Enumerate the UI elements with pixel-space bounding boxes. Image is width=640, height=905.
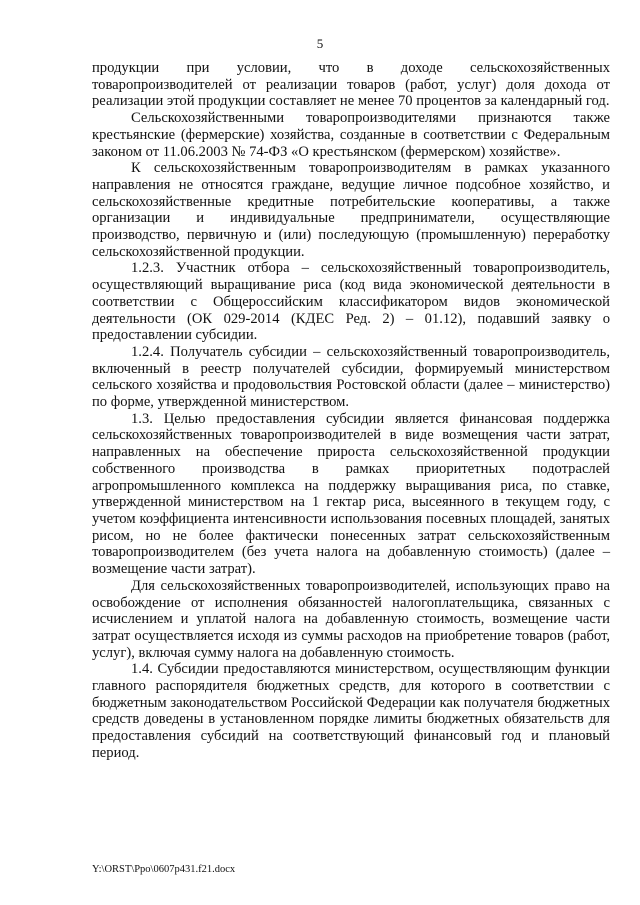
paragraph-1-2-4: 1.2.4. Получатель субсидии – сельскохозяйственный товаропроизводитель, включенный в реестр получателей субсидии, формируемый министерством сельского хозяйства и продовольствия Ростовской области (далее – министерство) по форме, утвержденной министерством. — [92, 343, 610, 411]
paragraph-1-3: 1.3. Целью предоставления субсидии является финансовая поддержка сельскохозяйственных товаропроизводителей в виде возмещения части затрат, направленных на обеспечение прироста сельскохозяйственной продукции собственного производства в рамках приоритетных подотраслей агропромышленного комплекса на поддержку выращивания риса, по ставке, утвержденной министерством на 1 гектар риса, высеянного в текущем году, с учетом коэффициента интенсивности использования посевных площадей, занятых рисом, но не более фактически понесенных затрат сельскохозяйственным товаропроизводителем (без учета налога на добавленную стоимость) (далее – возмещение части затрат). — [92, 410, 610, 578]
document-body — [92, 60, 610, 762]
paragraph-exclusions: К сельскохозяйственным товаропроизводителям в рамках указанного направления не относятся граждане, ведущие личное подсобное хозяйство, и сельскохозяйственные кредитные потребительские кооперативы, а также организации и индивидуальные предприниматели, осуществляющие производство, первичную и (или) последующую (промышленную) переработку сельскохозяйственной продукции. — [92, 160, 610, 260]
paragraph-continuation: продукции при условии, что в доходе сельскохозяйственных товаропроизводителей от реализации товаров (работ, услуг) доля дохода от реализации этой продукции составляет не менее 70 процентов за календарный год. — [92, 60, 610, 110]
page-number: 5 — [316, 36, 324, 51]
paragraph-vat-exemption: Для сельскохозяйственных товаропроизводителей, использующих право на освобождение от исполнения обязанностей налогоплательщика, связанных с исчислением и уплатой налога на добавленную стоимость, возмещение части затрат осуществляется исходя из суммы расходов на приобретение товаров (работ, услуг), включая сумму налога на добавленную стоимость. — [92, 577, 610, 661]
paragraph-farms: Сельскохозяйственными товаропроизводителями признаются также крестьянские (фермерские) хозяйства, созданные в соответствии с Федеральным законом от 11.06.2003 № 74-ФЗ «О крестьянском (фермерском) хозяйстве». — [92, 110, 610, 160]
paragraph-1-2-3: 1.2.3. Участник отбора – сельскохозяйственный товаропроизводитель, осуществляющий выращивание риса (код вида экономической деятельности в соответствии с Общероссийским классификатором видов экономической деятельности (ОК 029-2014 (КДЕС Ред. 2) – 01.12), подавший заявку о предоставлении субсидии. — [92, 260, 610, 344]
footer-file-path: Y:\ORST\Ppo\0607p431.f21.docx — [92, 864, 236, 875]
paragraph-1-4: 1.4. Субсидии предоставляются министерством, осуществляющим функции главного распорядителя бюджетных средств, для которого в соответствии с бюджетным законодательством Российской Федерации как получателя бюджетных средств доведены в установленном порядке лимиты бюджетных обязательств для предоставления субсидий на соответствующий финансовый год и плановый период. — [92, 661, 610, 761]
